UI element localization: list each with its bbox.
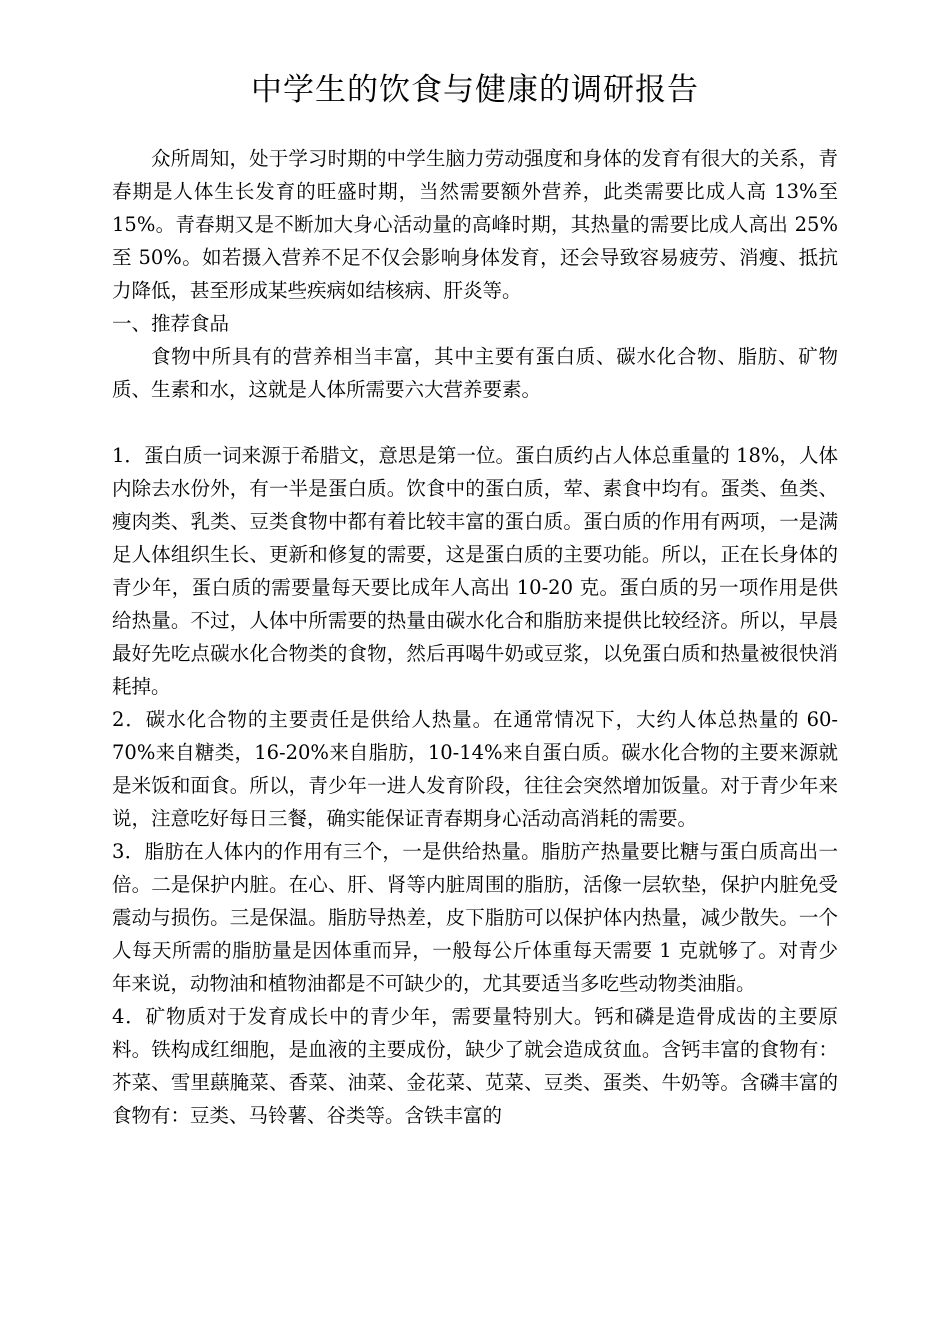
item-minerals: 4．矿物质对于发育成长中的青少年，需要量特别大。钙和磷是造骨成齿的主要原料。铁构成红细胞，是血液的主要成份，缺少了就会造成贫血。含钙丰富的食物有：芥菜、雪里蕻腌菜、香菜、油菜、金花菜、苋菜、豆类、蛋类、牛奶等。含磷丰富的食物有：豆类、马铃薯、谷类等。含铁丰富的 (112, 1005, 838, 1127)
item-carbohydrate: 2．碳水化合物的主要责任是供给人热量。在通常情况下，大约人体总热量的 60-70%来自糖类，16-20%来自脂肪，10-14%来自蛋白质。碳水化合物的主要来源就是米饭和面食。所以，青少年一进人发育阶段，往往会突然增加饭量。对于青少年来说，注意吃好每日三餐，确实能保证青春期身心活动高消耗的需要。 (112, 708, 838, 830)
item-protein: 1．蛋白质一词来源于希腊文，意思是第一位。蛋白质约占人体总重量的 18%，人体内除去水份外，有一半是蛋白质。饮食中的蛋白质，荤、素食中均有。蛋类、鱼类、瘦肉类、乳类、豆类食物中都有着比较丰富的蛋白质。蛋白质的作用有两项，一是满足人体组织生长、更新和修复的需要，这是蛋白质的主要功能。所以，正在长身体的青少年，蛋白质的需要量每天要比成年人高出 10-20 克。蛋白质的另一项作用是供给热量。不过，人体中所需要的热量由碳水化合和脂肪来提供比较经济。所以，早晨最好先吃点碳水化合物类的食物，然后再喝牛奶或豆浆，以免蛋白质和热量被很快消耗掉。 (112, 444, 838, 698)
section-intro-paragraph: 食物中所具有的营养相当丰富，其中主要有蛋白质、碳水化合物、脂肪、矿物质、生素和水，这就是人体所需要六大营养要素。 (112, 345, 838, 401)
item-fat: 3．脂肪在人体内的作用有三个，一是供给热量。脂肪产热量要比糖与蛋白质高出一倍。二是保护内脏。在心、肝、肾等内脏周围的脂肪，活像一层软垫，保护内脏免受震动与损伤。三是保温。脂肪导热差，皮下脂肪可以保护体内热量，减少散失。一个人每天所需的脂肪量是因体重而异，一般每公斤体重每天需要 1 克就够了。对青少年来说，动物油和植物油都是不可缺少的，尤其要适当多吃些动物类油脂。 (112, 840, 838, 995)
document-title: 中学生的饮食与健康的调研报告 (251, 72, 699, 108)
document-page (112, 66, 838, 1132)
intro-paragraph: 众所周知，处于学习时期的中学生脑力劳动强度和身体的发育有很大的关系，青春期是人体生长发育的旺盛时期，当然需要额外营养，此类需要比成人高 13%至 15%。青春期又是不断加大身心活动量的高峰时期，其热量的需要比成人高出 25%至 50%。如若摄入营养不足不仅会影响身体发育，还会导致容易疲劳、消瘦、抵抗力降低，甚至形成某些疾病如结核病、肝炎等。 (112, 147, 838, 302)
section-heading: 一、推荐食品 (112, 312, 230, 335)
blank-line (112, 406, 838, 439)
